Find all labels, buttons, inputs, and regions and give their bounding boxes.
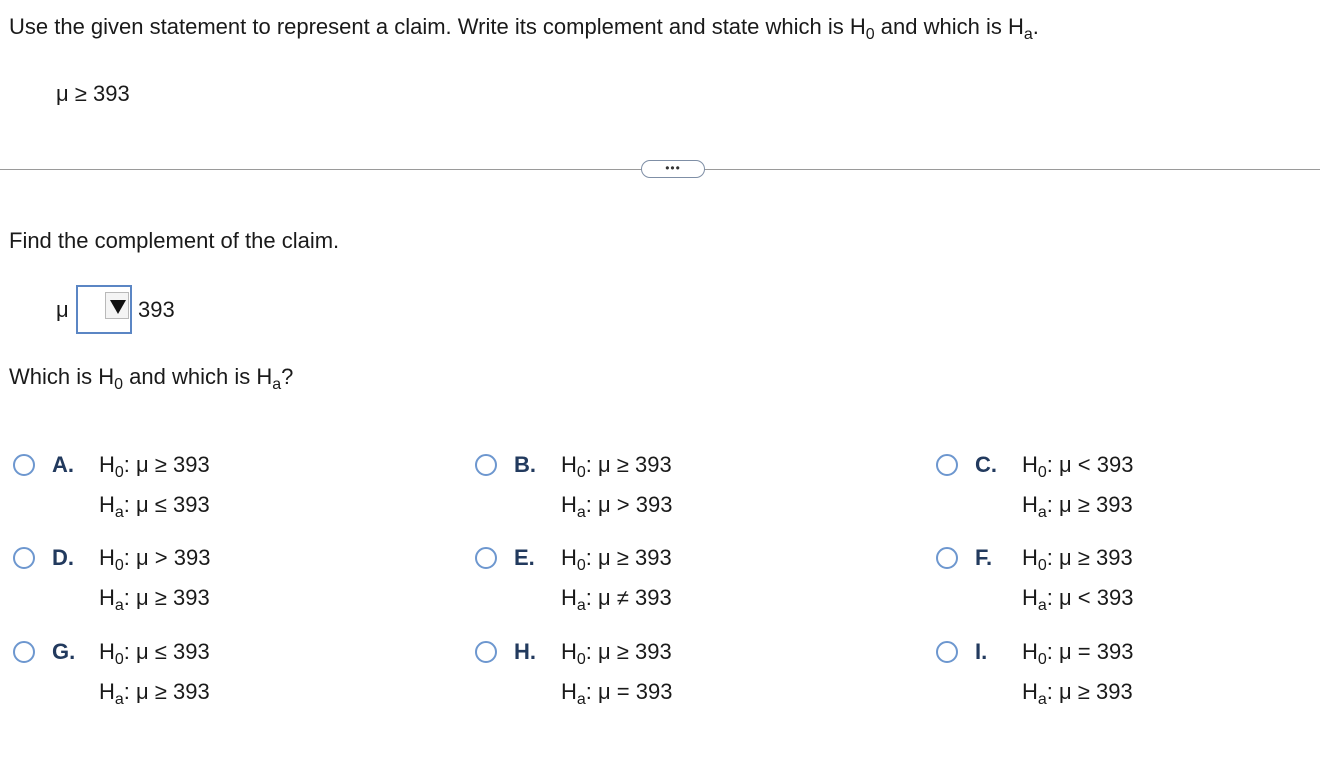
alternative-hypothesis: $H_a$: μ ≥ 393 bbox=[1022, 679, 1133, 708]
option-letter: G. bbox=[52, 639, 76, 664]
radio-button[interactable] bbox=[475, 547, 497, 569]
null-hypothesis: $H_0$: μ ≥ 393 bbox=[561, 545, 672, 574]
expand-more-button[interactable]: ••• bbox=[641, 160, 705, 178]
option-letter: B. bbox=[514, 452, 536, 477]
option-letter: A. bbox=[52, 452, 74, 477]
dropdown-arrow-button[interactable] bbox=[105, 292, 129, 319]
complement-value: 393 bbox=[138, 297, 175, 322]
null-hypothesis: $H_0$: μ ≥ 393 bbox=[99, 452, 210, 481]
option-letter: H. bbox=[514, 639, 536, 664]
alternative-hypothesis: $H_a$: μ = 393 bbox=[561, 679, 673, 708]
option-e[interactable] bbox=[475, 545, 775, 614]
null-hypothesis: $H_0$: μ < 393 bbox=[1022, 452, 1134, 481]
radio-button[interactable] bbox=[936, 454, 958, 476]
null-hypothesis: $H_0$: μ ≥ 393 bbox=[561, 639, 672, 668]
option-h[interactable] bbox=[475, 639, 775, 708]
option-letter: E. bbox=[514, 545, 535, 570]
null-hypothesis: $H_0$: μ > 393 bbox=[99, 545, 211, 574]
alternative-hypothesis: $H_a$: μ ≤ 393 bbox=[99, 492, 210, 521]
option-i[interactable] bbox=[936, 639, 1236, 708]
radio-button[interactable] bbox=[936, 547, 958, 569]
null-hypothesis: $H_0$: μ ≥ 393 bbox=[1022, 545, 1133, 574]
complement-question: Find the complement of the claim. bbox=[9, 228, 340, 253]
alternative-hypothesis: $H_a$: μ ≥ 393 bbox=[99, 585, 210, 614]
option-letter: I. bbox=[975, 639, 988, 664]
inequality-dropdown[interactable] bbox=[76, 285, 132, 334]
alternative-hypothesis: $H_a$: μ ≥ 393 bbox=[99, 679, 210, 708]
option-b[interactable] bbox=[475, 452, 775, 521]
claim-statement: μ ≥ 393 bbox=[56, 81, 130, 106]
option-g[interactable] bbox=[13, 639, 313, 708]
radio-button[interactable] bbox=[936, 641, 958, 663]
option-d[interactable] bbox=[13, 545, 313, 614]
null-hypothesis: $H_0$: μ = 393 bbox=[1022, 639, 1134, 668]
alternative-hypothesis: $H_a$: μ ≠ 393 bbox=[561, 585, 672, 614]
complement-mu: μ bbox=[56, 297, 69, 322]
radio-button[interactable] bbox=[475, 454, 497, 476]
radio-button[interactable] bbox=[13, 454, 35, 476]
hypotheses-question: Which is $H_0$ and which is $H_a$? bbox=[9, 364, 294, 393]
alternative-hypothesis: $H_a$: μ ≥ 393 bbox=[1022, 492, 1133, 521]
option-letter: F. bbox=[975, 545, 993, 570]
alternative-hypothesis: $H_a$: μ < 393 bbox=[1022, 585, 1134, 614]
option-letter: D. bbox=[52, 545, 74, 570]
radio-button[interactable] bbox=[13, 641, 35, 663]
radio-button[interactable] bbox=[13, 547, 35, 569]
option-a[interactable] bbox=[13, 452, 313, 521]
option-letter: C. bbox=[975, 452, 997, 477]
radio-button[interactable] bbox=[475, 641, 497, 663]
instruction-text: Use the given statement to represent a claim. Write its complement and state which is $H_0$ and which is $H_a$. bbox=[9, 14, 1039, 43]
alternative-hypothesis: $H_a$: μ > 393 bbox=[561, 492, 673, 521]
null-hypothesis: $H_0$: μ ≥ 393 bbox=[561, 452, 672, 481]
option-f[interactable] bbox=[936, 545, 1236, 614]
option-c[interactable] bbox=[936, 452, 1236, 521]
triangle-down-icon bbox=[110, 300, 126, 314]
null-hypothesis: $H_0$: μ ≤ 393 bbox=[99, 639, 210, 668]
